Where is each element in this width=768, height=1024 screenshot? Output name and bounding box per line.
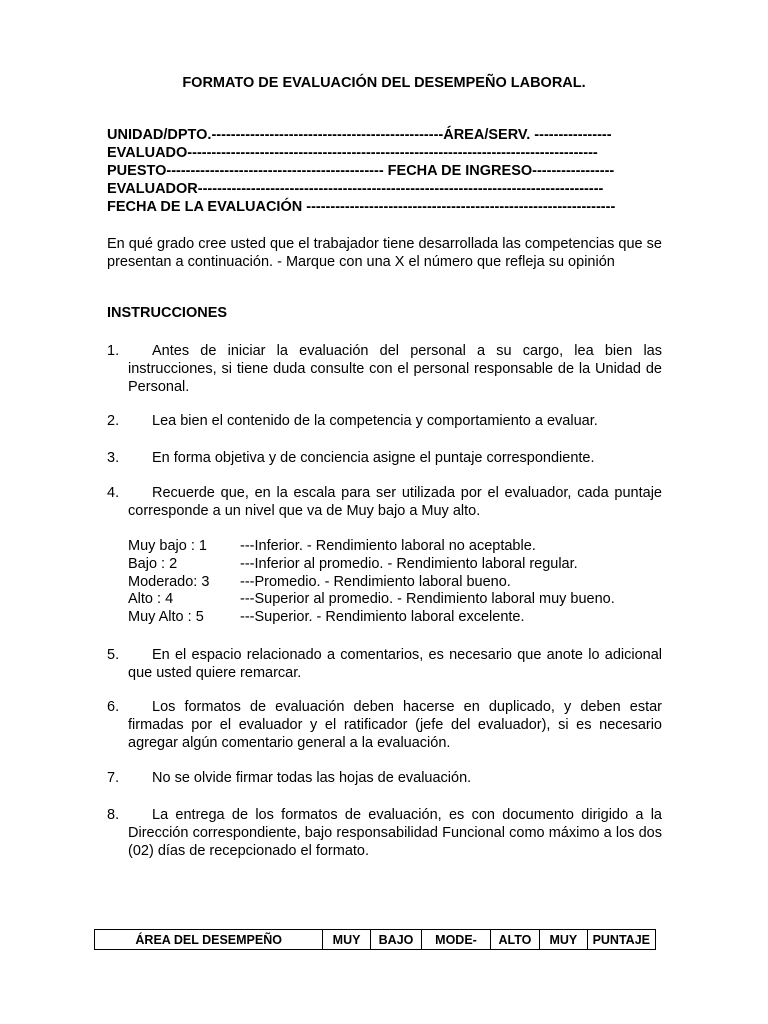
header-unidad: UNIDAD/DPTO.------------------------------------------------ÁREA/SERV. ----------------: [107, 127, 612, 143]
item-number: 8.: [107, 807, 120, 823]
item-text: Antes de iniciar la evaluación del personal a su cargo, lea bien las instrucciones, si tiene duda consulte con el personal responsable de la Unidad de Personal.: [128, 343, 662, 395]
instruction-item: [107, 806, 662, 860]
item-text: Recuerde que, en la escala para ser utilizada por el evaluador, cada puntaje corresponde a un nivel que va de Muy bajo a Muy alto.: [128, 485, 662, 519]
table-header-row: [95, 930, 656, 950]
item-text: Lea bien el contenido de la competencia y comportamiento a evaluar.: [152, 413, 598, 429]
scale-description: ---Superior. - Rendimiento laboral excelente.: [240, 609, 525, 626]
scale-label: Muy Alto : 5: [128, 609, 204, 626]
item-text: En forma objetiva y de conciencia asigne el puntaje correspondiente.: [152, 450, 595, 466]
item-text: Los formatos de evaluación deben hacerse en duplicado, y deben estar firmadas por el evaluador y el ratificador (jefe del evaluador), si es necesario agregar algún comentario general a la evaluación.: [128, 699, 662, 751]
instruction-item: [107, 646, 662, 682]
scale-label: Alto : 4: [128, 591, 174, 608]
scale-description: ---Inferior. - Rendimiento laboral no aceptable.: [240, 538, 536, 554]
instruction-item: [107, 698, 662, 752]
item-number: 1.: [107, 343, 120, 359]
scale-label: Bajo : 2: [128, 555, 178, 572]
scale-description: ---Superior al promedio. - Rendimiento laboral muy bueno.: [240, 591, 615, 608]
item-number: 7.: [107, 770, 120, 786]
scale-label: Moderado: 3: [128, 573, 210, 590]
item-number: 4.: [107, 485, 120, 501]
header-fecha-evaluacion: FECHA DE LA EVALUACIÓN ----------------------------------------------------------------: [107, 199, 616, 215]
col-puntaje: PUNTAJE: [587, 930, 655, 950]
item-text: En el espacio relacionado a comentarios, es necesario que anote lo adicional que usted quiere remarcar.: [128, 647, 662, 681]
evaluation-table: [94, 929, 656, 950]
instruction-item: [107, 342, 662, 396]
col-muy-bajo: MUY: [323, 930, 370, 950]
instruction-item: [107, 769, 662, 787]
item-text: La entrega de los formatos de evaluación, es con documento dirigido a la Dirección correspondiente, bajo responsabilidad Funcional como máximo a los dos (02) días de recepcionado el formato.: [128, 807, 662, 859]
item-number: 2.: [107, 413, 120, 429]
scale-description: ---Inferior al promedio. - Rendimiento laboral regular.: [240, 555, 578, 572]
item-number: 3.: [107, 450, 120, 466]
instructions-heading: INSTRUCCIONES: [107, 305, 228, 321]
header-puesto: PUESTO--------------------------------------------- FECHA DE INGRESO-----------------: [107, 163, 615, 179]
instruction-item: [107, 449, 662, 467]
item-text: No se olvide firmar todas las hojas de evaluación.: [152, 770, 472, 786]
page-title: FORMATO DE EVALUACIÓN DEL DESEMPEÑO LABORAL.: [182, 75, 586, 91]
header-evaluador: EVALUADOR------------------------------------------------------------------------------------: [107, 181, 604, 197]
col-muy-alto: MUY: [540, 930, 587, 950]
col-bajo: BAJO: [370, 930, 422, 950]
instruction-item: [107, 484, 662, 520]
intro-paragraph: En qué grado cree usted que el trabajador tiene desarrollada las competencias que se presentan a continuación. - Marque con una X el número que refleja su opinión: [107, 236, 662, 270]
instruction-item: [107, 412, 662, 430]
scale-label: Muy bajo : 1: [128, 538, 207, 554]
scale-description: ---Promedio. - Rendimiento laboral bueno.: [240, 573, 511, 590]
item-number: 5.: [107, 647, 120, 663]
item-number: 6.: [107, 699, 120, 715]
col-alto: ALTO: [490, 930, 539, 950]
col-moderado: MODE-: [422, 930, 490, 950]
col-area-desempeno: ÁREA DEL DESEMPEÑO: [95, 930, 323, 950]
header-evaluado: EVALUADO-------------------------------------------------------------------------------------: [107, 145, 598, 161]
